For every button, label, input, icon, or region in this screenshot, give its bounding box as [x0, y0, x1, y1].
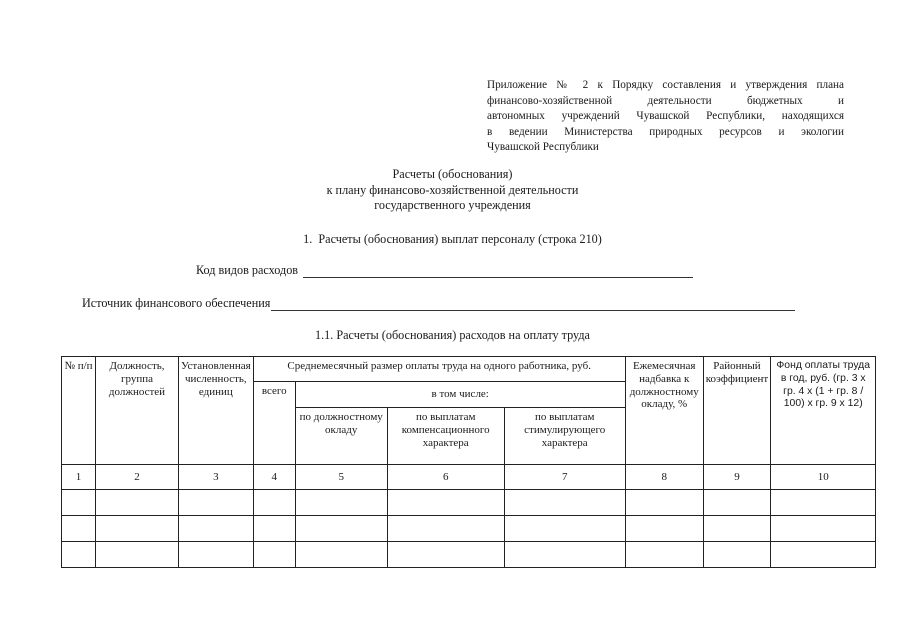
table-row: [62, 490, 876, 516]
table-cell[interactable]: [625, 516, 703, 542]
column-number: 4: [253, 465, 295, 490]
column-number: 2: [96, 465, 179, 490]
appendix-line: автономных учреждений Чувашской Республики, находящихся: [487, 110, 844, 123]
table-cell[interactable]: [703, 516, 771, 542]
column-number: 8: [625, 465, 703, 490]
table-cell[interactable]: [504, 490, 625, 516]
header-including: в том числе:: [295, 382, 625, 408]
appendix-line: в ведении Министерства природных ресурсов и экологии: [487, 125, 844, 138]
title-line: государственного учреждения: [374, 198, 531, 212]
section-title: [0, 232, 905, 247]
column-number: 10: [771, 465, 876, 490]
document-title: [0, 167, 905, 214]
appendix-note: [487, 78, 844, 156]
header-by-salary: по должностному окладу: [295, 408, 387, 465]
subsection-title: 1.1. Расчеты (обоснования) расходов на оплату труда: [315, 328, 590, 342]
appendix-line: Чувашской Республики: [487, 141, 599, 154]
header-num: № п/п: [62, 357, 96, 465]
appendix-line: Приложение № 2 к Порядку составления и утверждения плана: [487, 79, 844, 91]
header-position: Должность, группа должностей: [96, 357, 179, 465]
table-cell[interactable]: [771, 516, 876, 542]
table-cell[interactable]: [62, 516, 96, 542]
table-cell[interactable]: [179, 542, 254, 568]
salary-calculation-table: [61, 356, 876, 568]
expense-code-label: Код видов расходов: [196, 263, 299, 277]
section-title-text: Расчеты (обоснования) выплат персоналу (строка 210): [318, 232, 602, 246]
table-cell[interactable]: [295, 516, 387, 542]
table-cell[interactable]: [253, 490, 295, 516]
header-regional-coefficient: Районный коэффициент: [703, 357, 771, 465]
table-cell[interactable]: [253, 516, 295, 542]
table-cell[interactable]: [96, 542, 179, 568]
table-cell[interactable]: [504, 516, 625, 542]
funding-source-input-line[interactable]: [271, 299, 795, 311]
table-cell[interactable]: [387, 490, 504, 516]
header-avg-salary: Среднемесячный размер оплаты труда на одного работника, руб.: [253, 357, 625, 382]
table-row: [62, 516, 876, 542]
table-cell[interactable]: [295, 542, 387, 568]
expense-code-input-line[interactable]: [303, 266, 693, 278]
header-staff-count: Установленная численность, единиц: [179, 357, 254, 465]
header-monthly-bonus: Ежемесячная надбавка к должностному окладу, %: [625, 357, 703, 465]
column-number: 5: [295, 465, 387, 490]
expense-code-field: [196, 263, 693, 278]
column-number: 3: [179, 465, 254, 490]
table-cell[interactable]: [179, 516, 254, 542]
header-annual-fund: Фонд оплаты труда в год, руб. (гр. 3 x гр. 4 x (1 + гр. 8 / 100) x гр. 9 x 12): [771, 357, 876, 465]
table-cell[interactable]: [62, 542, 96, 568]
section-number: 1.: [303, 232, 313, 246]
appendix-line: финансово-хозяйственной деятельности бюджетных и: [487, 94, 844, 107]
table-cell[interactable]: [96, 516, 179, 542]
column-number: 9: [703, 465, 771, 490]
table-cell[interactable]: [387, 542, 504, 568]
table-cell[interactable]: [703, 490, 771, 516]
table-cell[interactable]: [703, 542, 771, 568]
table-cell[interactable]: [771, 490, 876, 516]
table-cell[interactable]: [253, 542, 295, 568]
column-number: 6: [387, 465, 504, 490]
table-cell[interactable]: [96, 490, 179, 516]
table-cell[interactable]: [62, 490, 96, 516]
column-number: 1: [62, 465, 96, 490]
funding-source-label: Источник финансового обеспечения: [82, 296, 271, 310]
column-number: 7: [504, 465, 625, 490]
column-number-row: [62, 465, 876, 490]
table-cell[interactable]: [771, 542, 876, 568]
title-line: Расчеты (обоснования): [392, 167, 513, 181]
funding-source-field: [82, 296, 795, 311]
table-cell[interactable]: [295, 490, 387, 516]
table-cell[interactable]: [625, 542, 703, 568]
header-total: всего: [253, 382, 295, 465]
header-incentive: по выплатам стимулирующего характера: [504, 408, 625, 465]
title-line: к плану финансово-хозяйственной деятельности: [326, 182, 579, 197]
table-cell[interactable]: [504, 542, 625, 568]
header-compensation: по выплатам компенсационного характера: [387, 408, 504, 465]
table-row: [62, 542, 876, 568]
table-cell[interactable]: [625, 490, 703, 516]
table-cell[interactable]: [387, 516, 504, 542]
table-cell[interactable]: [179, 490, 254, 516]
